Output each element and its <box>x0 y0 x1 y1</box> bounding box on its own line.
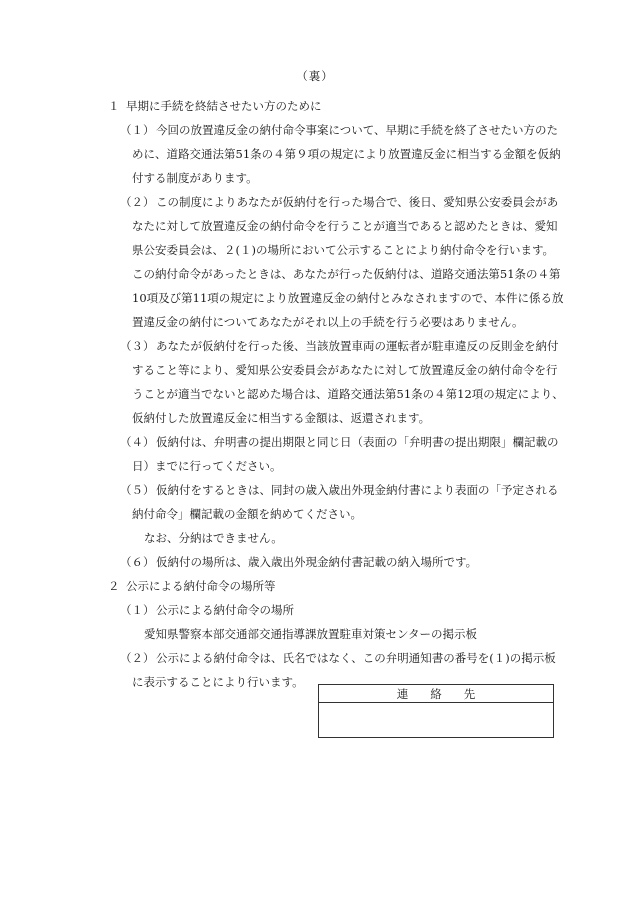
item-note: 愛知県警察本部交通部交通指導課放置駐車対策センターの掲示板 <box>144 627 478 641</box>
item-first-line <box>108 478 574 502</box>
section-number: ２ <box>108 579 120 593</box>
item-continuation-line: 納付命令」欄記載の金額を納めてください。 <box>132 507 362 521</box>
item-number: （１） <box>120 603 155 617</box>
item-continuation-line: 10項及び第11項の規定により放置違反金の納付とみなされますので、本件に係る放 <box>132 291 564 305</box>
item-number: （１） <box>120 123 155 137</box>
item-continuation-line: 置違反金の納付についてあなたがそれ以上の手続を行う必要はありません。 <box>132 315 524 329</box>
item-continuation-line: なたに対して放置違反金の納付命令を行うことが適当であると認めたときは、愛知 <box>132 219 558 233</box>
item-first-line <box>108 598 574 622</box>
item-text: 公示による納付命令の場所 <box>156 603 294 617</box>
item-first-line <box>108 190 574 214</box>
section-heading-text: 早期に手続を終結させたい方のために <box>126 99 322 113</box>
item-number: （２） <box>120 195 155 209</box>
section-heading <box>108 94 574 118</box>
contact-box <box>318 684 554 738</box>
item-continuation-line: めに、道路交通法第51条の４第９項の規定により放置違反金に相当する金額を仮納 <box>132 147 561 161</box>
item-first-line <box>108 430 574 454</box>
item-note: なお、分納はできません。 <box>144 531 283 545</box>
item-first-line <box>108 334 574 358</box>
item-continuation-line: に表示することにより行います。 <box>132 675 304 689</box>
item-first-line <box>108 118 574 142</box>
item-text: 仮納付の場所は、歳入歳出外現金納付書記載の納入場所です。 <box>156 555 478 569</box>
item-continuation-line: 仮納付した放置違反金に相当する金額は、返還されます。 <box>132 411 431 425</box>
item-first-line <box>108 646 574 670</box>
item-text: 公示による納付命令は、氏名ではなく、この弁明通知書の番号を(１)の掲示板 <box>156 651 556 665</box>
item-continuation-line: この納付命令があったときは、あなたが行った仮納付は、道路交通法第51条の４第 <box>132 267 561 281</box>
item-continuation-line: うことが適当でないと認めた場合は、道路交通法第51条の４第12項の規定により、 <box>132 387 564 401</box>
item-text: 仮納付は、弁明書の提出期限と同じ日（表面の「弁明書の提出期限」欄記載の <box>156 435 559 449</box>
item-text: 仮納付をするときは、同封の歳入歳出外現金納付書により表面の「予定される <box>156 483 559 497</box>
item-continuation-line: 県公安委員会は、２(１)の場所において公示することにより納付命令を行います。 <box>132 243 555 257</box>
item-continuation-line: 日）までに行ってください。 <box>132 459 282 473</box>
section-number: １ <box>108 99 120 113</box>
item-number: （３） <box>120 339 155 353</box>
item-first-line <box>108 550 574 574</box>
item-number: （２） <box>120 651 155 665</box>
item-text: この制度によりあなたが仮納付を行った場合で、後日、愛知県公安委員会があ <box>156 195 559 209</box>
item-number: （６） <box>120 555 155 569</box>
section-heading <box>108 574 574 598</box>
item-continuation-line: 付する制度があります。 <box>132 171 258 185</box>
item-continuation-line: すること等により、愛知県公安委員会があなたに対して放置違反金の納付命令を行 <box>132 363 558 377</box>
item-text: 今回の放置違反金の納付命令事案について、早期に手続を終了させたい方のた <box>156 123 559 137</box>
page-title: （裏） <box>296 69 334 83</box>
item-number: （５） <box>120 483 155 497</box>
contact-heading: 連絡先 <box>319 685 553 703</box>
document-body <box>108 94 574 694</box>
item-number: （４） <box>120 435 155 449</box>
section-heading-text: 公示による納付命令の場所等 <box>126 579 276 593</box>
item-text: あなたが仮納付を行った後、当該放置車両の運転者が駐車違反の反則金を納付 <box>156 339 559 353</box>
